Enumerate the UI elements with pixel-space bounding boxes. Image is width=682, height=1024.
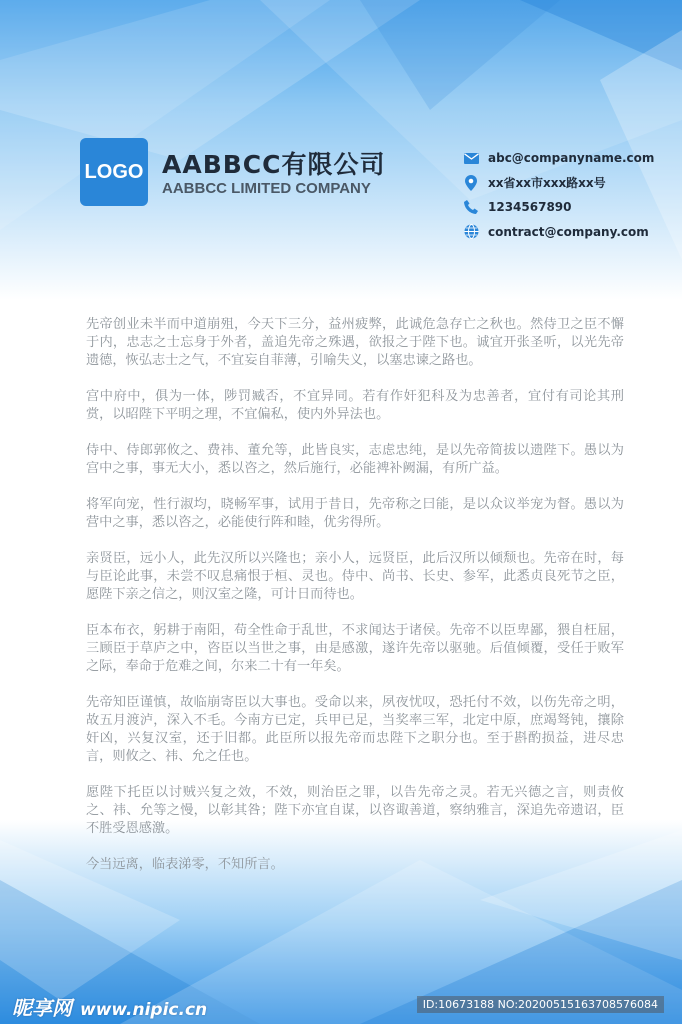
paragraph: 宫中府中，俱为一体，陟罚臧否，不宜异同。若有作奸犯科及为忠善者，宜付有司论其刑赏，以昭陛下平明之理，不宜偏私，使内外异法也。 — [86, 389, 624, 422]
paragraph: 臣本布衣，躬耕于南阳，苟全性命于乱世，不求闻达于诸侯。先帝不以臣卑鄙，猥自枉屈，三顾臣于草庐之中，咨臣以当世之事，由是感激，遂许先帝以驱驰。后值倾覆，受任于败军之际，奉命于危难之间，尔来二十有一年矣。 — [86, 623, 624, 674]
watermark-site-name: 昵享网 — [12, 996, 72, 1020]
contact-phone-text: 1234567890 — [488, 200, 572, 215]
contact-web — [462, 220, 672, 245]
contact-address-text: xx省xx市xxx路xx号 — [488, 176, 606, 191]
paragraph: 将军向宠，性行淑均，晓畅军事，试用于昔日，先帝称之曰能，是以众议举宠为督。愚以为营中之事，悉以咨之，必能使行阵和睦，优劣得所。 — [86, 497, 624, 530]
paragraph: 侍中、侍郎郭攸之、费祎、董允等，此皆良实，志虑忠纯，是以先帝简拔以遗陛下。愚以为宫中之事，事无大小，悉以咨之，然后施行，必能裨补阙漏，有所广益。 — [86, 443, 624, 476]
contact-email — [462, 146, 672, 171]
watermark-site-url: www.nipic.cn — [80, 1000, 208, 1020]
image-id-watermark: ID:10673188 NO:20200515163708576084 — [417, 996, 664, 1013]
location-pin-icon — [462, 174, 480, 192]
contact-phone — [462, 195, 672, 220]
paragraph: 先帝创业未半而中道崩殂，今天下三分，益州疲弊，此诚危急存亡之秋也。然侍卫之臣不懈于内，忠志之士忘身于外者，盖追先帝之殊遇，欲报之于陛下也。诚宜开张圣听，以光先帝遗德，恢弘志士之气，不宜妄自菲薄，引喻失义，以塞忠谏之路也。 — [86, 317, 624, 368]
phone-icon — [462, 198, 480, 216]
contact-address — [462, 171, 672, 196]
paragraph: 先帝知臣谨慎，故临崩寄臣以大事也。受命以来，夙夜忧叹，恐托付不效，以伤先帝之明，故五月渡泸，深入不毛。今南方已定，兵甲已足，当奖率三军，北定中原，庶竭驽钝，攘除奸凶，兴复汉室，还于旧都。此臣所以报先帝而忠陛下之职分也。至于斟酌损益，进尽忠言，则攸之、祎、允之任也。 — [86, 695, 624, 764]
company-logo — [80, 138, 148, 206]
logo-text: LOGO — [84, 160, 144, 183]
paragraph: 亲贤臣，远小人，此先汉所以兴隆也；亲小人，远贤臣，此后汉所以倾颓也。先帝在时，每与臣论此事，未尝不叹息痛恨于桓、灵也。侍中、尚书、长史、参军，此悉贞良死节之臣，愿陛下亲之信之，则汉室之隆，可计日而待也。 — [86, 551, 624, 602]
company-name-cn: AABBCC有限公司 — [162, 150, 386, 179]
paragraph: 今当远离，临表涕零，不知所言。 — [86, 857, 284, 872]
mail-icon — [462, 149, 480, 167]
company-name-en: AABBCC LIMITED COMPANY — [162, 180, 371, 197]
contact-email-text: abc@companyname.com — [488, 151, 655, 166]
letter-body — [86, 316, 624, 892]
globe-icon — [462, 223, 480, 241]
site-watermark — [12, 992, 207, 1021]
paragraph: 愿陛下托臣以讨贼兴复之效，不效，则治臣之罪，以告先帝之灵。若无兴德之言，则责攸之、祎、允等之慢，以彰其咎；陛下亦宜自谋，以咨诹善道，察纳雅言，深追先帝遗诏，臣不胜受恩感激。 — [86, 785, 624, 836]
contact-list — [462, 146, 672, 244]
contact-web-text: contract@company.com — [488, 224, 649, 239]
